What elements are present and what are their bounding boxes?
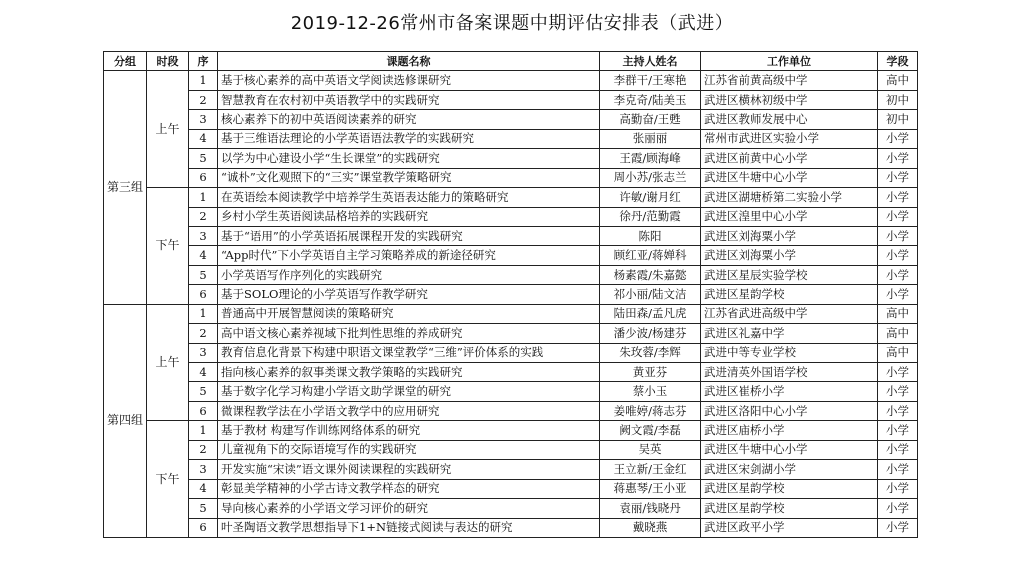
number-cell: 1: [189, 71, 218, 90]
table-row: [104, 421, 918, 440]
table-row: [104, 285, 918, 304]
level-cell: 小学: [878, 285, 918, 304]
header-unit: 工作单位: [701, 52, 878, 71]
number-cell: 3: [189, 226, 218, 245]
header-topic: 课题名称: [218, 52, 600, 71]
topic-cell: 开发实施“宋读”语文课外阅读课程的实践研究: [218, 460, 600, 479]
number-cell: 2: [189, 90, 218, 109]
unit-cell: 武进区牛塘中心小学: [701, 440, 878, 459]
level-cell: 小学: [878, 149, 918, 168]
host-cell: 蒋惠琴/王小亚: [600, 479, 701, 498]
host-cell: 陆田森/孟凡虎: [600, 304, 701, 323]
table-row: [104, 149, 918, 168]
number-cell: 5: [189, 499, 218, 518]
number-cell: 5: [189, 265, 218, 284]
level-cell: 小学: [878, 421, 918, 440]
level-cell: 小学: [878, 460, 918, 479]
table-row: [104, 382, 918, 401]
unit-cell: 武进区宋剑湖小学: [701, 460, 878, 479]
table-row: [104, 129, 918, 148]
unit-cell: 武进区星韵学校: [701, 499, 878, 518]
unit-cell: 武进区星韵学校: [701, 479, 878, 498]
topic-cell: 在英语绘本阅读教学中培养学生英语表达能力的策略研究: [218, 188, 600, 207]
host-cell: 李克奇/陆美玉: [600, 90, 701, 109]
host-cell: 朱玫蓉/李辉: [600, 343, 701, 362]
number-cell: 2: [189, 324, 218, 343]
number-cell: 4: [189, 129, 218, 148]
number-cell: 6: [189, 285, 218, 304]
topic-cell: 导向核心素养的小学语文学习评价的研究: [218, 499, 600, 518]
header-host: 主持人姓名: [600, 52, 701, 71]
host-cell: 阙文霞/李磊: [600, 421, 701, 440]
topic-cell: 叶圣陶语文教学思想指导下1+N链接式阅读与表达的研究: [218, 518, 600, 537]
unit-cell: 武进区湟里中心小学: [701, 207, 878, 226]
table-row: [104, 207, 918, 226]
host-cell: 戴晓燕: [600, 518, 701, 537]
level-cell: 小学: [878, 265, 918, 284]
number-cell: 2: [189, 207, 218, 226]
host-cell: 王霞/顾海峰: [600, 149, 701, 168]
topic-cell: 基于数字化学习构建小学语文助学课堂的研究: [218, 382, 600, 401]
topic-cell: 指向核心素养的叙事类课文教学策略的实践研究: [218, 363, 600, 382]
unit-cell: 常州市武进区实验小学: [701, 129, 878, 148]
topic-cell: 普通高中开展智慧阅读的策略研究: [218, 304, 600, 323]
topic-cell: 基于“语用”的小学英语拓展课程开发的实践研究: [218, 226, 600, 245]
host-cell: 吴英: [600, 440, 701, 459]
unit-cell: 武进区庙桥小学: [701, 421, 878, 440]
unit-cell: 武进区教师发展中心: [701, 110, 878, 129]
table-row: [104, 246, 918, 265]
host-cell: 许敏/谢月红: [600, 188, 701, 207]
number-cell: 3: [189, 343, 218, 362]
host-cell: 顾红亚/蒋婵科: [600, 246, 701, 265]
number-cell: 6: [189, 168, 218, 187]
level-cell: 初中: [878, 110, 918, 129]
level-cell: 小学: [878, 363, 918, 382]
table-row: [104, 90, 918, 109]
host-cell: 蔡小玉: [600, 382, 701, 401]
unit-cell: 武进区洛阳中心小学: [701, 401, 878, 420]
number-cell: 4: [189, 363, 218, 382]
host-cell: 李群干/王寒艳: [600, 71, 701, 90]
level-cell: 小学: [878, 401, 918, 420]
level-cell: 高中: [878, 304, 918, 323]
unit-cell: 江苏省前黄高级中学: [701, 71, 878, 90]
number-cell: 2: [189, 440, 218, 459]
table-row: [104, 499, 918, 518]
header-number: 序: [189, 52, 218, 71]
topic-cell: 小学英语写作序列化的实践研究: [218, 265, 600, 284]
unit-cell: 武进中等专业学校: [701, 343, 878, 362]
period-cell: 下午: [147, 421, 189, 538]
topic-cell: 基于教材 构建写作训练网络体系的研究: [218, 421, 600, 440]
topic-cell: 核心素养下的初中英语阅读素养的研究: [218, 110, 600, 129]
host-cell: 王立新/王金红: [600, 460, 701, 479]
header-level: 学段: [878, 52, 918, 71]
number-cell: 3: [189, 460, 218, 479]
table-row: [104, 440, 918, 459]
topic-cell: “诚朴”文化观照下的“三实”课堂教学策略研究: [218, 168, 600, 187]
level-cell: 高中: [878, 71, 918, 90]
topic-cell: 微课程教学法在小学语文教学中的应用研究: [218, 401, 600, 420]
host-cell: 祁小丽/陆文洁: [600, 285, 701, 304]
unit-cell: 武进区礼嘉中学: [701, 324, 878, 343]
period-cell: 上午: [147, 304, 189, 421]
unit-cell: 武进区刘海粟小学: [701, 246, 878, 265]
unit-cell: 江苏省武进高级中学: [701, 304, 878, 323]
table-row: [104, 324, 918, 343]
topic-cell: 基于三维语法理论的小学英语语法教学的实践研究: [218, 129, 600, 148]
level-cell: 小学: [878, 129, 918, 148]
table-row: [104, 110, 918, 129]
topic-cell: 以学为中心建设小学“生长课堂”的实践研究: [218, 149, 600, 168]
host-cell: 陈阳: [600, 226, 701, 245]
period-cell: 下午: [147, 188, 189, 305]
host-cell: 潘少波/杨建芬: [600, 324, 701, 343]
number-cell: 5: [189, 382, 218, 401]
table-row: [104, 265, 918, 284]
unit-cell: 武进区湖塘桥第二实验小学: [701, 188, 878, 207]
table-row: [104, 71, 918, 90]
level-cell: 高中: [878, 343, 918, 362]
number-cell: 4: [189, 479, 218, 498]
number-cell: 6: [189, 518, 218, 537]
topic-cell: 教育信息化背景下构建中职语文课堂教学“三维”评价体系的实践: [218, 343, 600, 362]
unit-cell: 武进区星辰实验学校: [701, 265, 878, 284]
topic-cell: 儿童视角下的交际语境写作的实践研究: [218, 440, 600, 459]
number-cell: 5: [189, 149, 218, 168]
number-cell: 6: [189, 401, 218, 420]
host-cell: 高勤奋/王甦: [600, 110, 701, 129]
host-cell: 杨素霞/朱嘉懿: [600, 265, 701, 284]
table-row: [104, 168, 918, 187]
header-group: 分组: [104, 52, 147, 71]
unit-cell: 武进区政平小学: [701, 518, 878, 537]
header-period: 时段: [147, 52, 189, 71]
topic-cell: 彰显美学精神的小学古诗文教学样态的研究: [218, 479, 600, 498]
number-cell: 4: [189, 246, 218, 265]
unit-cell: 武进区横林初级中学: [701, 90, 878, 109]
topic-cell: 基于核心素养的高中英语文学阅读选修课研究: [218, 71, 600, 90]
number-cell: 3: [189, 110, 218, 129]
group-cell: 第三组: [104, 71, 147, 304]
host-cell: 姜唯婷/蒋志芬: [600, 401, 701, 420]
host-cell: 张丽丽: [600, 129, 701, 148]
topic-cell: “App时代”下小学英语自主学习策略养成的新途径研究: [218, 246, 600, 265]
unit-cell: 武进区星韵学校: [701, 285, 878, 304]
table-row: [104, 363, 918, 382]
table-row: [104, 226, 918, 245]
number-cell: 1: [189, 304, 218, 323]
unit-cell: 武进区崔桥小学: [701, 382, 878, 401]
level-cell: 初中: [878, 90, 918, 109]
table-row: [104, 401, 918, 420]
table-row: [104, 188, 918, 207]
table-row: [104, 460, 918, 479]
topic-cell: 乡村小学生英语阅读品格培养的实践研究: [218, 207, 600, 226]
table-row: [104, 518, 918, 537]
table-body: [104, 71, 918, 538]
unit-cell: 武进区牛塘中心小学: [701, 168, 878, 187]
level-cell: 小学: [878, 479, 918, 498]
level-cell: 小学: [878, 440, 918, 459]
host-cell: 周小苏/张志兰: [600, 168, 701, 187]
topic-cell: 智慧教育在农村初中英语教学中的实践研究: [218, 90, 600, 109]
host-cell: 黄亚芬: [600, 363, 701, 382]
schedule-table: [103, 51, 918, 538]
number-cell: 1: [189, 188, 218, 207]
level-cell: 小学: [878, 188, 918, 207]
table-row: [104, 343, 918, 362]
level-cell: 小学: [878, 207, 918, 226]
unit-cell: 武进区前黄中心小学: [701, 149, 878, 168]
host-cell: 徐丹/范勤霞: [600, 207, 701, 226]
host-cell: 袁丽/钱晓丹: [600, 499, 701, 518]
unit-cell: 武进区刘海粟小学: [701, 226, 878, 245]
topic-cell: 基于SOLO理论的小学英语写作教学研究: [218, 285, 600, 304]
level-cell: 小学: [878, 518, 918, 537]
period-cell: 上午: [147, 71, 189, 188]
group-cell: 第四组: [104, 304, 147, 537]
topic-cell: 高中语文核心素养视域下批判性思维的养成研究: [218, 324, 600, 343]
level-cell: 小学: [878, 246, 918, 265]
level-cell: 小学: [878, 499, 918, 518]
table-header-row: [104, 52, 918, 71]
page-title: 2019-12-26常州市备案课题中期评估安排表（武进）: [290, 13, 734, 34]
level-cell: 小学: [878, 382, 918, 401]
table-row: [104, 304, 918, 323]
level-cell: 小学: [878, 226, 918, 245]
unit-cell: 武进清英外国语学校: [701, 363, 878, 382]
level-cell: 小学: [878, 168, 918, 187]
number-cell: 1: [189, 421, 218, 440]
level-cell: 高中: [878, 324, 918, 343]
table-row: [104, 479, 918, 498]
